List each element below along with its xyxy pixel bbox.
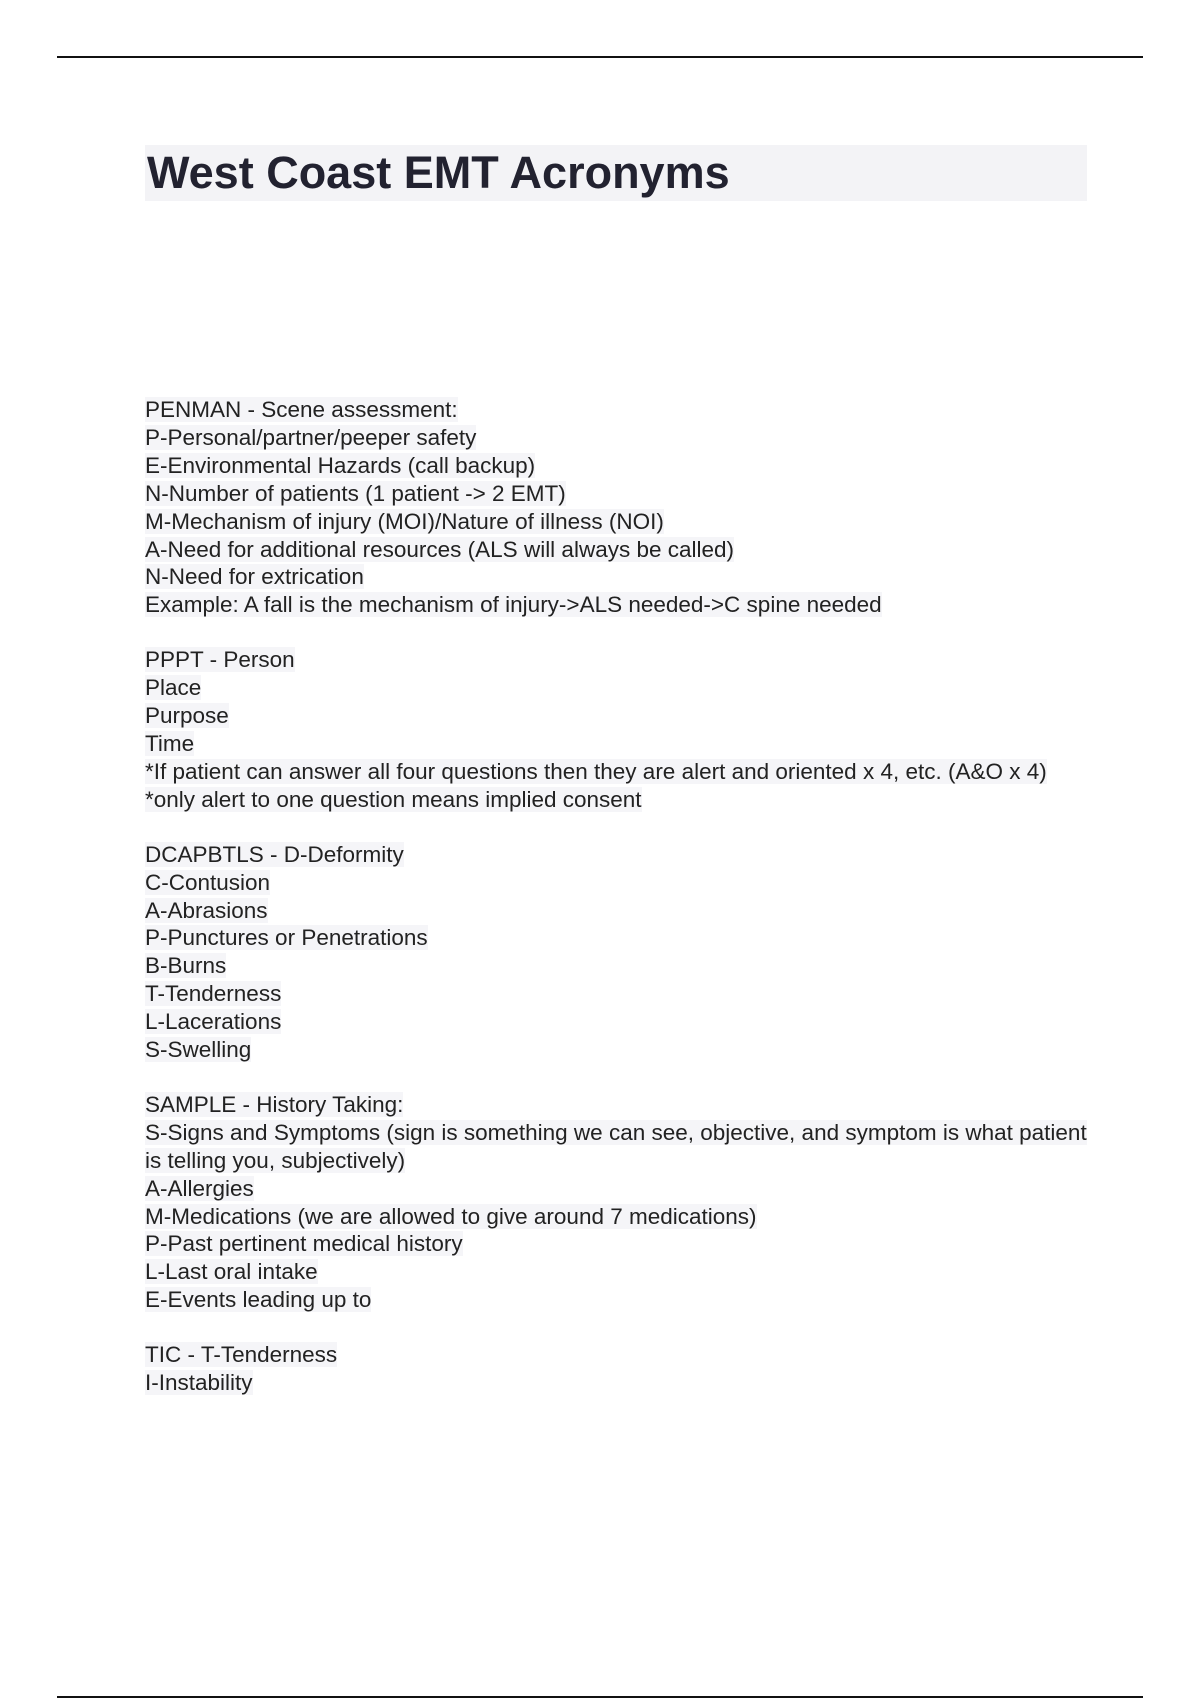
section-heading: PENMAN - Scene assessment: (145, 397, 458, 422)
section-penman (145, 396, 1095, 619)
section-pppt (145, 646, 1095, 813)
list-item: Place (145, 675, 202, 701)
list-item: P-Past pertinent medical history (145, 1231, 463, 1257)
page-title: West Coast EMT Acronyms (147, 147, 730, 198)
list-item: M-Medications (we are allowed to give around 7 medications) (145, 1203, 757, 1229)
top-rule (57, 56, 1143, 58)
document-body (145, 396, 1095, 1424)
list-item: N-Need for extrication (145, 564, 364, 590)
section-tic (145, 1341, 1095, 1397)
list-item: S-Swelling (145, 1037, 252, 1063)
list-item: L-Lacerations (145, 1009, 282, 1035)
list-item: A-Need for additional resources (ALS will always be called) (145, 536, 735, 562)
section-heading: SAMPLE - History Taking: (145, 1091, 404, 1117)
list-item: P-Personal/partner/peeper safety (145, 424, 477, 450)
list-item: C-Contusion (145, 869, 271, 895)
section-heading: DCAPBTLS - D-Deformity (145, 841, 404, 867)
section-dcapbtls (145, 841, 1095, 1064)
list-item: A-Allergies (145, 1175, 254, 1201)
list-item: N-Number of patients (1 patient -> 2 EMT) (145, 480, 566, 506)
list-item: T-Tenderness (145, 981, 282, 1007)
list-item: *If patient can answer all four questions then they are alert and oriented x 4, etc. (A&O x 4) (145, 758, 1047, 784)
list-item: I-Instability (145, 1370, 253, 1396)
list-item: M-Mechanism of injury (MOI)/Nature of illness (NOI) (145, 508, 664, 534)
list-item: Purpose (145, 703, 229, 729)
list-item: L-Last oral intake (145, 1259, 318, 1285)
section-heading: TIC - T-Tenderness (145, 1342, 338, 1368)
list-item: *only alert to one question means implied consent (145, 786, 642, 812)
list-item: P-Punctures or Penetrations (145, 925, 428, 951)
section-sample (145, 1091, 1095, 1314)
list-item: Example: A fall is the mechanism of injury->ALS needed->C spine needed (145, 592, 882, 618)
bottom-rule (57, 1696, 1143, 1698)
section-heading: PPPT - Person (145, 647, 295, 673)
list-item: E-Environmental Hazards (call backup) (145, 452, 536, 478)
list-item: A-Abrasions (145, 897, 268, 923)
list-item: B-Burns (145, 953, 227, 979)
list-item: E-Events leading up to (145, 1287, 372, 1313)
title-block (145, 145, 1087, 201)
list-item: Time (145, 730, 195, 756)
list-item: S-Signs and Symptoms (sign is something we can see, objective, and symptom is what patient is telling you, subjectively) (145, 1119, 1087, 1173)
